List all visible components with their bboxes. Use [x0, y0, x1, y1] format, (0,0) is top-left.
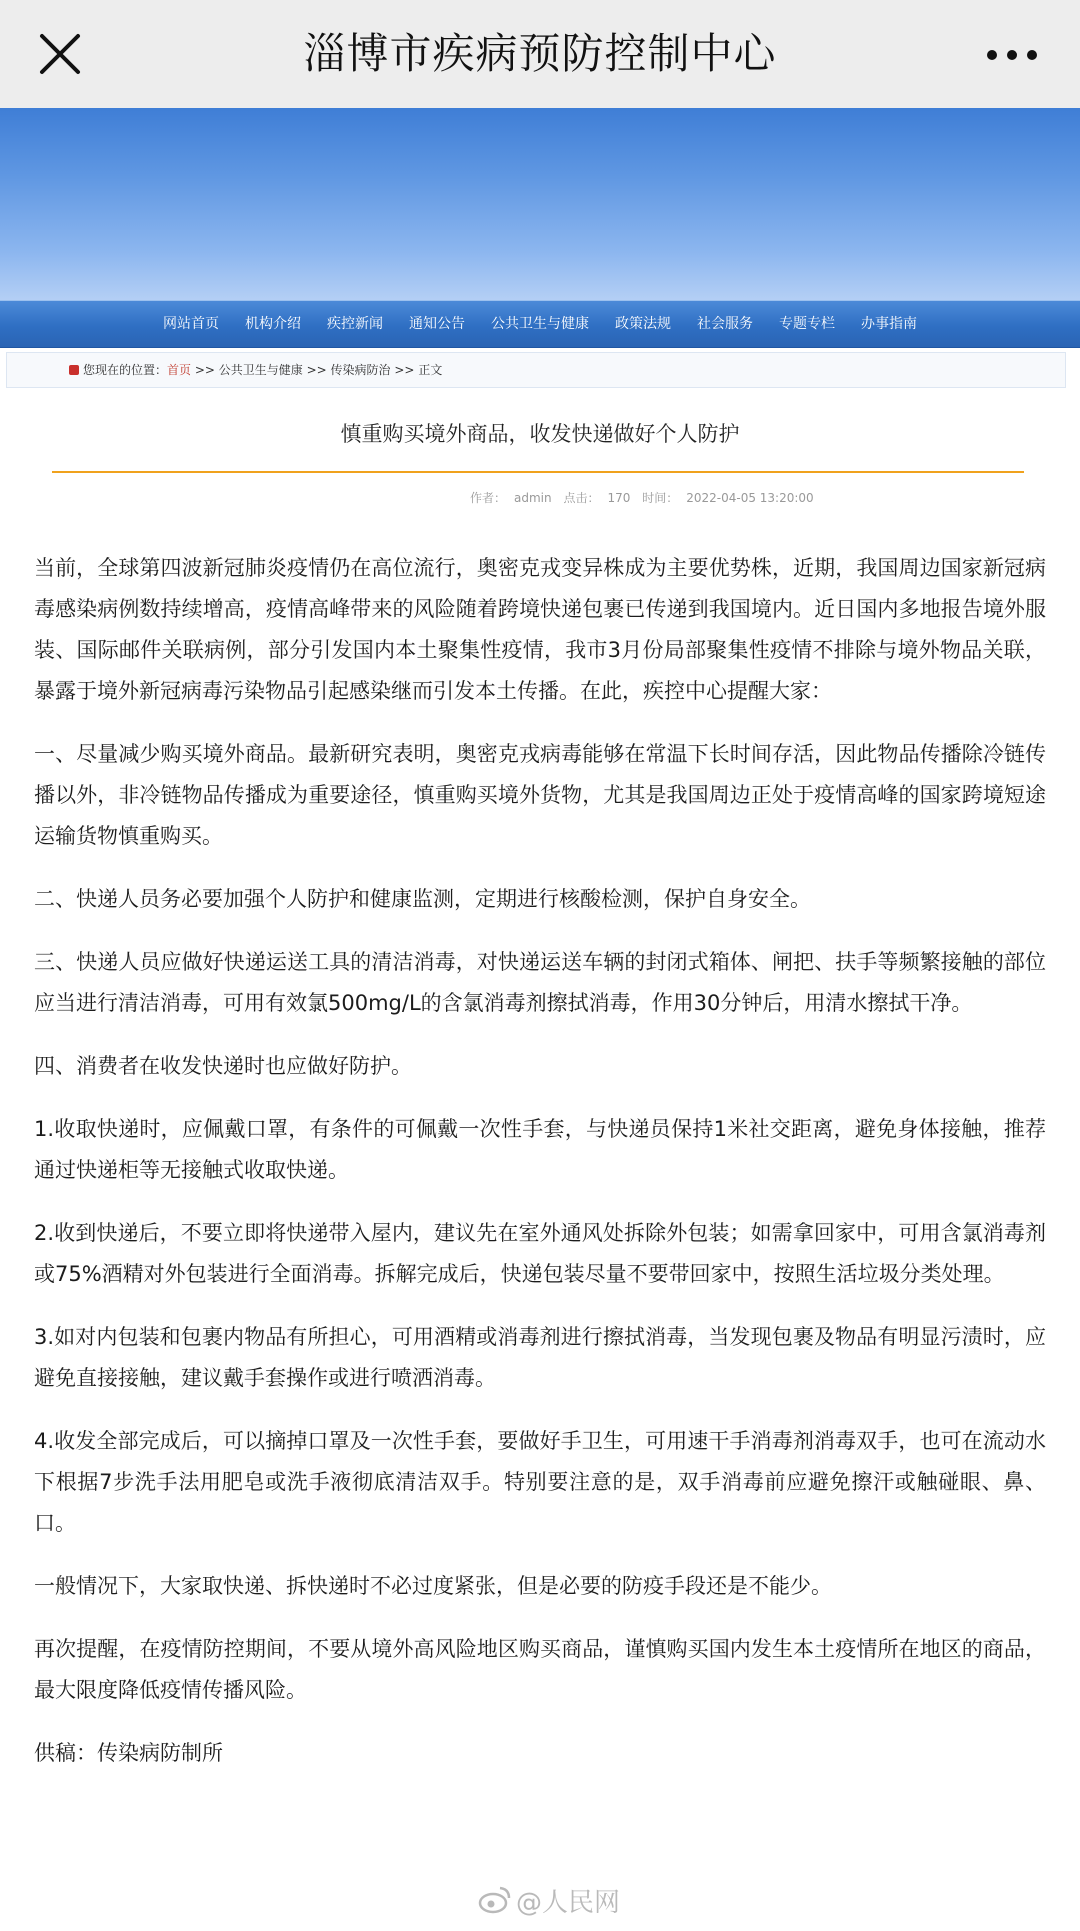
- clicks-value: 170: [607, 491, 631, 505]
- article-title: 慎重购买境外商品，收发快递做好个人防护: [340, 422, 740, 446]
- nav-item-notices[interactable]: 通知公告: [409, 316, 465, 332]
- nav-item-guide[interactable]: 办事指南: [861, 316, 917, 332]
- nav-item-news[interactable]: 疾控新闻: [327, 316, 383, 332]
- breadcrumb-separator: >>: [390, 363, 419, 377]
- app-header: [0, 0, 1080, 109]
- nav-item-public-health[interactable]: 公共卫生与健康: [491, 316, 589, 332]
- title-divider: [52, 471, 1024, 473]
- breadcrumb-prefix: 您现在的位置：: [83, 363, 168, 377]
- article-body: [34, 548, 1046, 1796]
- nav-item-home[interactable]: 网站首页: [163, 316, 219, 332]
- paragraph-source: 供稿：传染病防制所: [34, 1741, 223, 1765]
- weibo-logo-icon: [478, 1885, 512, 1915]
- page-title: 淄博市疾病预防控制中心: [303, 29, 777, 78]
- more-options-button[interactable]: [972, 30, 1052, 80]
- author-value: admin: [514, 491, 552, 505]
- site-banner: [0, 108, 1080, 300]
- site-nav: [0, 300, 1080, 348]
- close-button[interactable]: [28, 22, 92, 86]
- nav-item-about[interactable]: 机构介绍: [245, 316, 301, 332]
- paragraph-general: 一般情况下，大家取快递、拆快递时不必过度紧张，但是必要的防疫手段还是不能少。: [34, 1574, 832, 1598]
- watermark-text: @人民网: [516, 1887, 621, 1918]
- paragraph-step-3: 3.如对内包装和包裹内物品有所担心，可用酒精或消毒剂进行擦拭消毒，当发现包裹及物品有明显污渍时，应避免直接接触，建议戴手套操作或进行喷洒消毒。: [34, 1325, 1046, 1390]
- nav-item-topics[interactable]: 专题专栏: [779, 316, 835, 332]
- breadcrumb-home-link[interactable]: 首页: [167, 363, 192, 377]
- breadcrumb-infectious-disease-link[interactable]: 传染病防治: [330, 363, 391, 377]
- breadcrumb-public-health-link[interactable]: 公共卫生与健康: [218, 363, 303, 377]
- breadcrumb-separator: >>: [191, 363, 219, 377]
- time-label: 时间：: [642, 491, 679, 505]
- paragraph-item-2: 二、快递人员务必要加强个人防护和健康监测，定期进行核酸检测，保护自身安全。: [34, 887, 811, 911]
- paragraph-step-4: 4.收发全部完成后，可以摘掉口罩及一次性手套，要做好手卫生，可用速干手消毒剂消毒双手，也可在流动水下根据7步洗手法用肥皂或洗手液彻底清洁双手。特别要注意的是，双手消毒前应避免擦汗或触碰眼、鼻、口。: [34, 1429, 1046, 1535]
- author-label: 作者：: [470, 491, 507, 505]
- paragraph-step-1: 1.收取快递时，应佩戴口罩，有条件的可佩戴一次性手套，与快递员保持1米社交距离，避免身体接触，推荐通过快递柜等无接触式收取快递。: [34, 1117, 1046, 1182]
- location-icon: [69, 365, 79, 375]
- paragraph-reminder: 再次提醒，在疫情防控期间，不要从境外高风险地区购买商品，谨慎购买国内发生本土疫情所在地区的商品，最大限度降低疫情传播风险。: [34, 1637, 1046, 1702]
- paragraph-item-1: 一、尽量减少购买境外商品。最新研究表明，奥密克戎病毒能够在常温下长时间存活，因此物品传播除冷链传播以外，非冷链物品传播成为重要途径，慎重购买境外货物，尤其是我国周边正处于疫情高峰的国家跨境短途运输货物慎重购买。: [34, 742, 1046, 848]
- clicks-label: 点击：: [563, 491, 600, 505]
- nav-item-services[interactable]: 社会服务: [697, 316, 753, 332]
- article-meta: [470, 489, 822, 506]
- paragraph-item-3: 三、快递人员应做好快递运送工具的清洁消毒，对快递运送车辆的封闭式箱体、闸把、扶手等频繁接触的部位应当进行清洁消毒，可用有效氯500mg/L的含氯消毒剂擦拭消毒，作用30分钟后，用清水擦拭干净。: [34, 950, 1046, 1015]
- time-value: 2022-04-05 13:20:00: [686, 491, 814, 505]
- breadcrumb-separator: >>: [302, 363, 331, 377]
- paragraph-item-4: 四、消费者在收发快递时也应做好防护。: [34, 1054, 412, 1078]
- breadcrumb-bar: [6, 352, 1066, 388]
- breadcrumb: [69, 353, 442, 387]
- watermark: [478, 1880, 620, 1920]
- paragraph-intro: 当前，全球第四波新冠肺炎疫情仍在高位流行，奥密克戎变异株成为主要优势株，近期，我国周边国家新冠病毒感染病例数持续增高，疫情高峰带来的风险随着跨境快递包裹已传递到我国境内。近日国内多地报告境外服装、国际邮件关联病例，部分引发国内本土聚集性疫情，我市3月份局部聚集性疫情不排除与境外物品关联，暴露于境外新冠病毒污染物品引起感染继而引发本土传播。在此，疾控中心提醒大家：: [34, 556, 1046, 703]
- breadcrumb-current: 正文: [418, 363, 443, 377]
- close-icon: [28, 22, 92, 86]
- nav-item-policies[interactable]: 政策法规: [615, 316, 671, 332]
- paragraph-step-2: 2.收到快递后，不要立即将快递带入屋内，建议先在室外通风处拆除外包装；如需拿回家中，可用含氯消毒剂或75%酒精对外包装进行全面消毒。拆解完成后，快递包装尽量不要带回家中，按照生活垃圾分类处理。: [34, 1221, 1046, 1286]
- more-icon: [972, 30, 1052, 80]
